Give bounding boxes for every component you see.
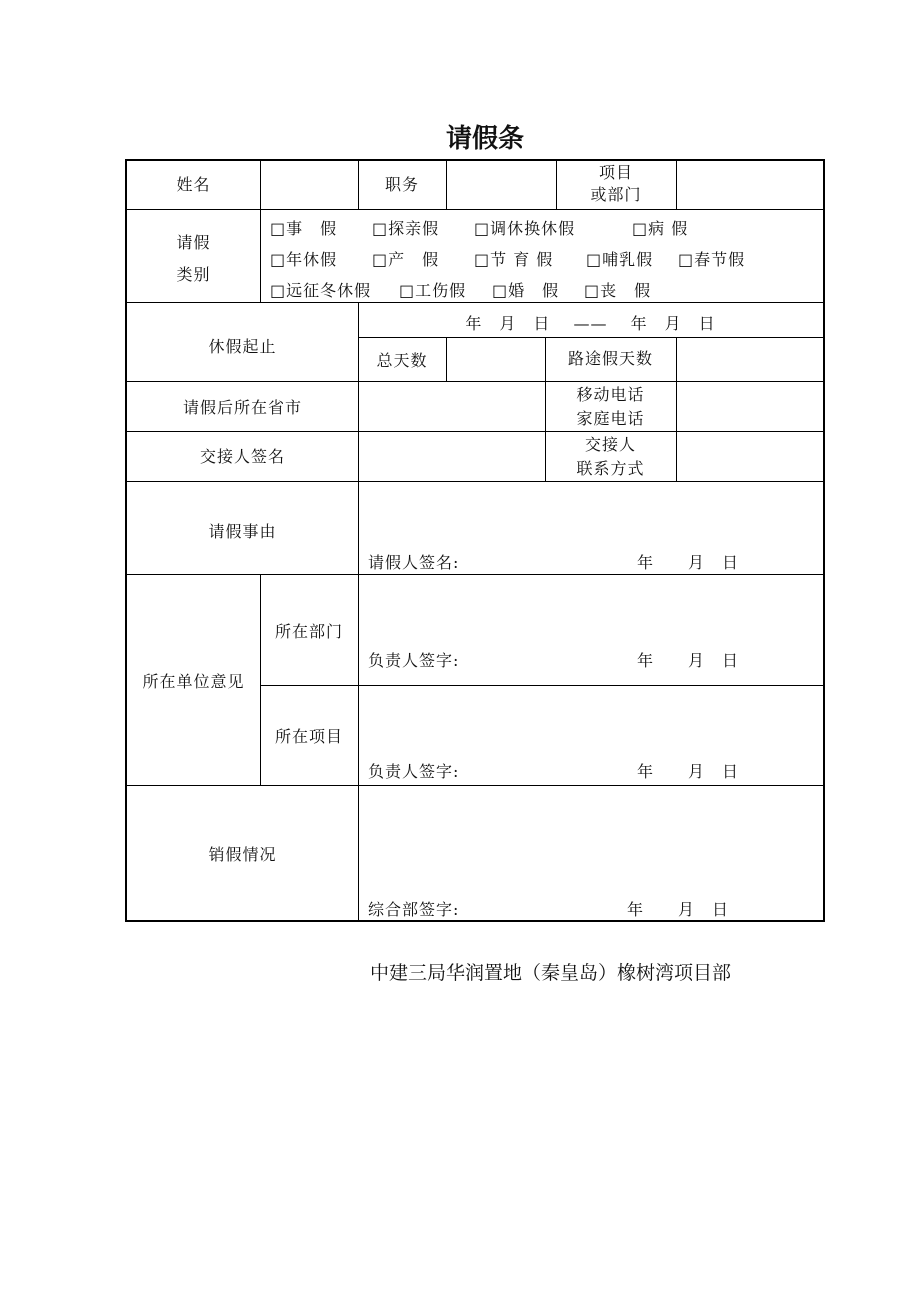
col-divider xyxy=(358,302,359,920)
col-divider xyxy=(446,337,447,381)
name-label: 姓名 xyxy=(176,175,211,194)
leave-option[interactable]: □工伤假 xyxy=(399,281,467,300)
travel-days-label: 路途假天数 xyxy=(567,349,653,368)
handover-contact-label-2: 联系方式 xyxy=(576,459,645,478)
admin-sign-label: 综合部签字: xyxy=(368,900,460,919)
project-sign-label: 负责人签字: xyxy=(368,762,460,781)
row-divider xyxy=(127,381,823,382)
col-divider xyxy=(446,161,447,209)
row-divider xyxy=(260,685,823,686)
leave-option[interactable]: □远征冬休假 xyxy=(270,281,372,300)
leave-form xyxy=(125,159,825,922)
leave-option[interactable]: □病 假 xyxy=(632,219,689,238)
position-label: 职务 xyxy=(384,175,419,194)
dept-label-2: 或部门 xyxy=(590,185,642,204)
dept-label-1: 项目 xyxy=(598,163,633,182)
reason-label: 请假事由 xyxy=(208,522,277,541)
cancel-label: 销假情况 xyxy=(208,845,277,864)
leave-option[interactable]: □哺乳假 xyxy=(586,250,654,269)
leave-option[interactable]: □年休假 xyxy=(270,250,338,269)
organization-footer: 中建三局华润置地（秦皇岛）橡树湾项目部 xyxy=(370,962,732,984)
home-phone-label: 家庭电话 xyxy=(576,409,645,428)
date-range: 年 月 日 —— 年 月 日 xyxy=(465,314,716,333)
handover-contact-label-1: 交接人 xyxy=(584,435,636,454)
dept-sign-label: 负责人签字: xyxy=(368,651,460,670)
opinion-dept-label: 所在部门 xyxy=(274,622,343,641)
leave-option[interactable]: □春节假 xyxy=(678,250,746,269)
opinion-label: 所在单位意见 xyxy=(142,672,245,691)
col-divider xyxy=(676,337,677,481)
leave-option[interactable]: □婚 假 xyxy=(492,281,560,300)
row-divider xyxy=(358,337,823,338)
row-divider xyxy=(127,785,823,786)
total-days-label: 总天数 xyxy=(376,351,428,370)
row-divider xyxy=(127,431,823,432)
col-divider xyxy=(260,161,261,209)
page-title: 请假条 xyxy=(445,124,524,154)
period-label: 休假起止 xyxy=(208,337,277,356)
col-divider xyxy=(260,574,261,785)
applicant-sign-label: 请假人签名: xyxy=(368,553,460,572)
mobile-label: 移动电话 xyxy=(576,385,645,404)
handover-label: 交接人签名 xyxy=(199,447,285,466)
leave-type-label-2: 类别 xyxy=(176,265,211,284)
row-divider xyxy=(127,302,823,303)
col-divider xyxy=(260,209,261,302)
location-label: 请假后所在省市 xyxy=(182,398,302,417)
leave-option[interactable]: □产 假 xyxy=(372,250,440,269)
leave-option[interactable]: □节 育 假 xyxy=(474,250,554,269)
leave-option[interactable]: □探亲假 xyxy=(372,219,440,238)
leave-option[interactable]: □丧 假 xyxy=(584,281,652,300)
leave-option[interactable]: □调休换休假 xyxy=(474,219,576,238)
admin-sign-date: 年 月 日 xyxy=(627,900,730,919)
dept-sign-date: 年 月 日 xyxy=(637,651,740,670)
leave-option[interactable]: □事 假 xyxy=(270,219,338,238)
opinion-project-label: 所在项目 xyxy=(274,727,343,746)
row-divider xyxy=(127,209,823,210)
col-divider xyxy=(676,161,677,209)
applicant-sign-date: 年 月 日 xyxy=(637,553,740,572)
row-divider xyxy=(127,481,823,482)
leave-type-label-1: 请假 xyxy=(176,233,211,252)
project-sign-date: 年 月 日 xyxy=(637,762,740,781)
